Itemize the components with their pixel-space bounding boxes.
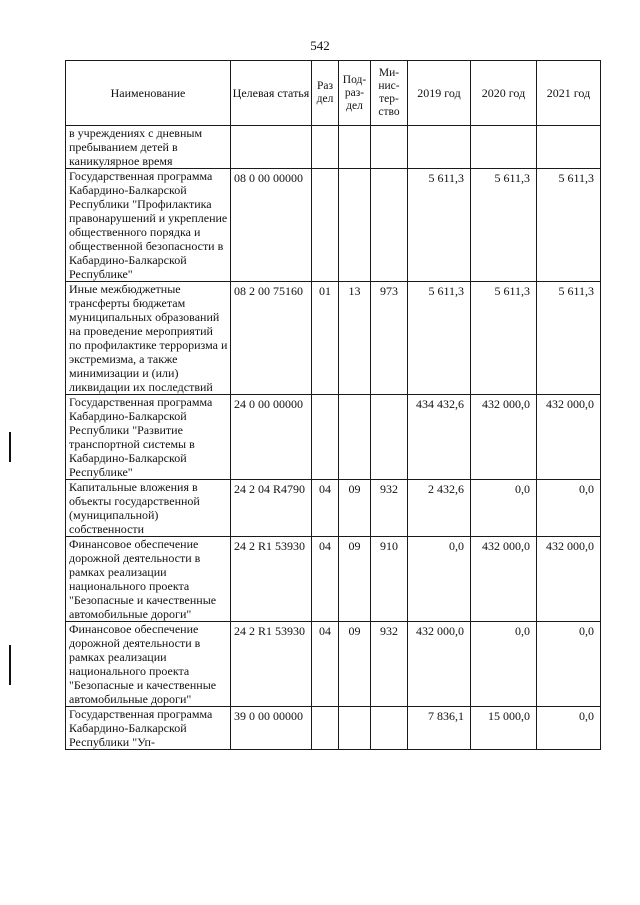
row-target: 24 2 04 R4790: [231, 480, 312, 537]
header-row: [66, 61, 601, 126]
table-row: [66, 126, 601, 169]
row-target: 08 0 00 00000: [231, 169, 312, 282]
row-2020: 0,0: [471, 622, 537, 707]
row-2021: 0,0: [537, 622, 601, 707]
row-2021: [537, 126, 601, 169]
row-target: 24 0 00 00000: [231, 395, 312, 480]
row-subsection: [339, 126, 371, 169]
row-target: [231, 126, 312, 169]
table-row: [66, 707, 601, 750]
row-subsection: 09: [339, 622, 371, 707]
row-ministry: 932: [371, 480, 408, 537]
row-target: 39 0 00 00000: [231, 707, 312, 750]
row-subsection: [339, 707, 371, 750]
row-2020: 432 000,0: [471, 537, 537, 622]
row-name: Финансовое обеспечение дорожной деятельности в рамках реализации национального проекта "Безопасные и качественные автомобильные дороги": [66, 537, 231, 622]
row-subsection: 09: [339, 537, 371, 622]
row-name: Финансовое обеспечение дорожной деятельности в рамках реализации национального проекта "Безопасные и качественные автомобильные дороги": [66, 622, 231, 707]
table-row: [66, 622, 601, 707]
row-name: Иные межбюджетные трансферты бюджетам муниципальных образований на проведение мероприятий по профилактике терроризма и экстремизма, а также минимизации и (или) ликвидации их последствий: [66, 282, 231, 395]
row-ministry: [371, 169, 408, 282]
row-section: [312, 126, 339, 169]
row-section: [312, 707, 339, 750]
header-target: Целевая статья: [231, 61, 312, 126]
row-2020: 5 611,3: [471, 282, 537, 395]
header-ministry: Ми-нис-тер-ство: [371, 61, 408, 126]
row-2020: [471, 126, 537, 169]
row-2019: 7 836,1: [408, 707, 471, 750]
row-section: [312, 169, 339, 282]
row-2019: 2 432,6: [408, 480, 471, 537]
page-number: 542: [310, 38, 330, 53]
header-section: Раз дел: [312, 61, 339, 126]
row-ministry: [371, 126, 408, 169]
row-2021: 432 000,0: [537, 395, 601, 480]
row-ministry: 973: [371, 282, 408, 395]
row-2019: 432 000,0: [408, 622, 471, 707]
header-2021: 2021 год: [537, 61, 601, 126]
row-2019: 0,0: [408, 537, 471, 622]
header-name: Наименование: [66, 61, 231, 126]
row-ministry: 932: [371, 622, 408, 707]
row-section: 04: [312, 537, 339, 622]
table-row: [66, 395, 601, 480]
row-ministry: [371, 707, 408, 750]
row-name: Государственная программа Кабардино-Балкарской Республики "Развитие транспортной системы в Кабардино-Балкарской Республике": [66, 395, 231, 480]
row-2019: 434 432,6: [408, 395, 471, 480]
row-target: 24 2 R1 53930: [231, 537, 312, 622]
table-row: [66, 480, 601, 537]
row-section: 04: [312, 622, 339, 707]
row-name: Капитальные вложения в объекты государственной (муниципальной) собственности: [66, 480, 231, 537]
row-name: Государственная программа Кабардино-Балкарской Республики "Уп-: [66, 707, 231, 750]
row-name: в учреждениях с дневным пребыванием детей в каникулярное время: [66, 126, 231, 169]
row-section: [312, 395, 339, 480]
row-subsection: 09: [339, 480, 371, 537]
header-2020: 2020 год: [471, 61, 537, 126]
row-target: 24 2 R1 53930: [231, 622, 312, 707]
row-2021: 432 000,0: [537, 537, 601, 622]
row-target: 08 2 00 75160: [231, 282, 312, 395]
row-2021: 5 611,3: [537, 282, 601, 395]
row-ministry: [371, 395, 408, 480]
table-row: [66, 537, 601, 622]
row-subsection: [339, 395, 371, 480]
row-2020: 432 000,0: [471, 395, 537, 480]
row-ministry: 910: [371, 537, 408, 622]
header-2019: 2019 год: [408, 61, 471, 126]
table-row: [66, 169, 601, 282]
scan-margin-mark: [9, 645, 11, 685]
table-row: [66, 282, 601, 395]
row-2020: 5 611,3: [471, 169, 537, 282]
row-section: 01: [312, 282, 339, 395]
row-2020: 0,0: [471, 480, 537, 537]
row-subsection: 13: [339, 282, 371, 395]
row-2021: 5 611,3: [537, 169, 601, 282]
budget-table: [65, 60, 601, 750]
row-name: Государственная программа Кабардино-Балкарской Республики "Профилактика правонарушений и укрепление общественного порядка и общественной безопасности в Кабардино-Балкарской Республике": [66, 169, 231, 282]
row-subsection: [339, 169, 371, 282]
row-section: 04: [312, 480, 339, 537]
row-2019: 5 611,3: [408, 169, 471, 282]
header-subsection: Под-раз-дел: [339, 61, 371, 126]
row-2020: 15 000,0: [471, 707, 537, 750]
row-2019: 5 611,3: [408, 282, 471, 395]
row-2021: 0,0: [537, 480, 601, 537]
scan-margin-mark: [9, 432, 11, 462]
row-2019: [408, 126, 471, 169]
row-2021: 0,0: [537, 707, 601, 750]
